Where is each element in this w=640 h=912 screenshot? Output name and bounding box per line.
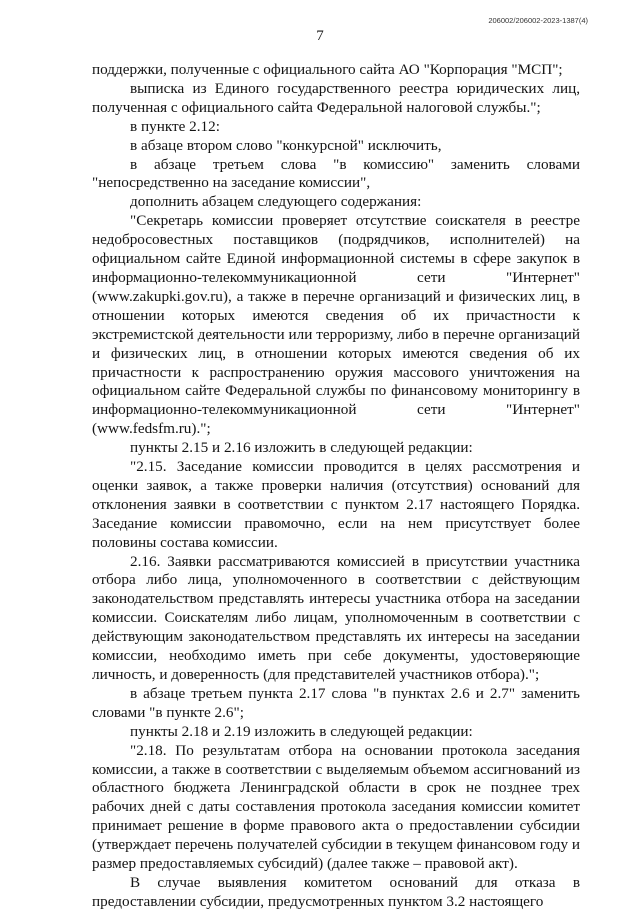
paragraph: в пункте 2.12: [130,117,220,135]
paragraph: 2.16. Заявки рассматриваются комиссией в присутствии участника отбора либо лица, уполномоченного в соответствии с действующим законодательством представлять интересы участника отбора на заседании комиссии. Соискателям либо лицам, уполномоченным в соответствии с действующим законодательством представлять их интересы на заседании комиссии, необходимо иметь при себе документы, удостоверяющие личность, и доверенность (для представителей участников отбора)."; [92,552,580,683]
paragraph: "2.15. Заседание комиссии проводится в целях рассмотрения и оценки заявок, а также проверки наличия (отсутствия) оснований для отклонения заявки в соответствии с пунктом 2.17 настоящего Порядка. Заседание комиссии правомочно, если на нем присутствует более половины состава комиссии. [92,458,580,551]
document-id: 206002/206002-2023-1387(4) [488,16,588,25]
paragraph: выписка из Единого государственного реестра юридических лиц, полученная с официального сайта Федеральной налоговой службы."; [92,79,580,116]
paragraph: дополнить абзацем следующего содержания: [130,193,422,211]
paragraph: в абзаце третьем слова "в комиссию" заменить словами "непосредственно на заседание комиссии", [92,155,580,192]
paragraph: пункты 2.15 и 2.16 изложить в следующей редакции: [130,439,473,457]
page-number: 7 [316,28,324,44]
paragraph: в абзаце третьем пункта 2.17 слова "в пунктах 2.6 и 2.7" заменить словами "в пункте 2.6"; [92,684,580,721]
paragraph: в абзаце втором слово "конкурсной" исключить, [130,136,442,154]
paragraph: пункты 2.18 и 2.19 изложить в следующей редакции: [130,722,473,740]
paragraph: В случае выявления комитетом оснований для отказа в предоставлении субсидии, предусмотренных пунктом 3.2 настоящего [92,873,580,910]
paragraph: поддержки, полученные с официального сайта АО "Корпорация "МСП"; [92,61,563,78]
paragraph: "Секретарь комиссии проверяет отсутствие соискателя в реестре недобросовестных поставщиков (подрядчиков, исполнителей) на официальном сайте Единой информационной системы в сфере закупок в информационно-телекоммуникационной сети "Интернет" (www.zakupki.gov.ru), а также в перечне организаций и физических лиц, в отношении которых имеются сведения об их причастности к экстремистской деятельности или терроризму, либо в перечне организаций и физических лиц, в отношении которых имеются сведения об их причастности к распространению оружия массового уничтожения на официальном сайте Федеральной службы по финансовому мониторингу в информационно-телекоммуникационной сети "Интернет" (www.fedsfm.ru)."; [92,212,580,438]
paragraph: "2.18. По результатам отбора на основании протокола заседания комиссии, а также в соответствии с выделяемым объемом ассигнований из областного бюджета Ленинградской области в срок не позднее трех рабочих дней с даты составления протокола заседания комиссии комитет принимает решение в форме правового акта о предоставлении субсидии (утверждает перечень получателей субсидии в текущем финансовом году и размер предоставляемых субсидий) (далее также – правовой акт). [92,741,580,873]
document-body [92,61,580,912]
